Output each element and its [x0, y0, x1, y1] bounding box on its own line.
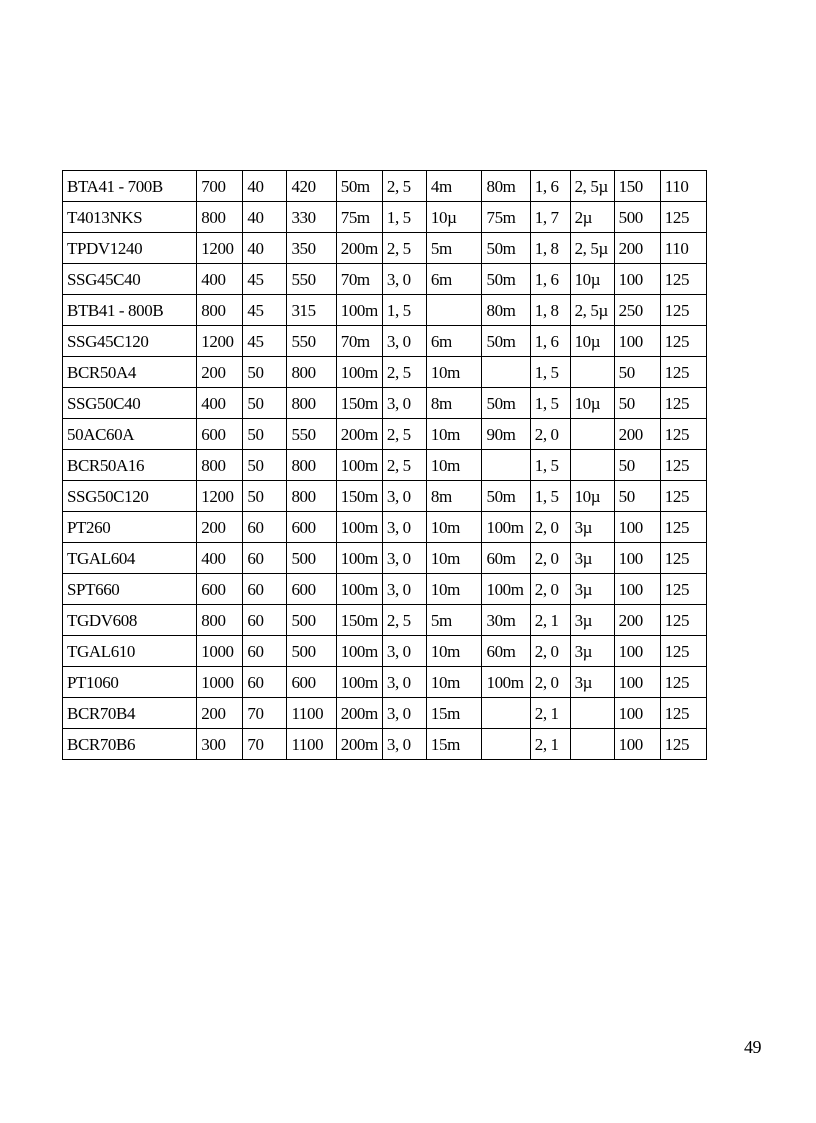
table-cell: 1200 [197, 233, 243, 264]
table-cell: 100m [336, 636, 382, 667]
table-cell: 200 [614, 233, 660, 264]
table-cell: 100 [614, 667, 660, 698]
table-cell: 1, 5 [382, 295, 426, 326]
table-cell: 125 [660, 202, 706, 233]
table-cell: 2, 5 [382, 233, 426, 264]
table-cell: 330 [287, 202, 336, 233]
table-row [63, 698, 707, 729]
table-cell: 5m [426, 605, 482, 636]
part-number-cell: PT1060 [63, 667, 197, 698]
table-cell: 1000 [197, 636, 243, 667]
table-cell: 500 [287, 636, 336, 667]
table-cell: 50m [482, 326, 530, 357]
table-cell [482, 357, 530, 388]
table-cell: 2, 0 [530, 636, 570, 667]
table-row [63, 264, 707, 295]
table-cell: 50 [243, 481, 287, 512]
table-cell: 1100 [287, 729, 336, 760]
part-number-cell: 50AC60A [63, 419, 197, 450]
table-cell: 100m [336, 357, 382, 388]
table-row [63, 450, 707, 481]
table-cell: 3, 0 [382, 512, 426, 543]
table-cell: 125 [660, 729, 706, 760]
table-cell: 700 [197, 171, 243, 202]
table-cell: 50m [482, 388, 530, 419]
table-cell: 8m [426, 388, 482, 419]
table-cell: 125 [660, 419, 706, 450]
table-cell [570, 729, 614, 760]
table-cell: 6m [426, 264, 482, 295]
part-number-cell: BTB41 - 800B [63, 295, 197, 326]
table-cell: 600 [287, 667, 336, 698]
table-cell: 40 [243, 171, 287, 202]
table-cell [482, 729, 530, 760]
table-cell: 30m [482, 605, 530, 636]
thyristor-spec-table [62, 170, 707, 760]
table-cell: 2µ [570, 202, 614, 233]
table-cell: 3, 0 [382, 264, 426, 295]
table-cell: 600 [287, 574, 336, 605]
table-cell: 200 [197, 698, 243, 729]
table-row [63, 667, 707, 698]
table-cell [570, 419, 614, 450]
table-cell: 1, 5 [530, 357, 570, 388]
part-number-cell: TGAL610 [63, 636, 197, 667]
table-cell: 60m [482, 636, 530, 667]
table-cell: 50 [243, 419, 287, 450]
table-row [63, 357, 707, 388]
table-cell: 1, 5 [382, 202, 426, 233]
table-cell: 70 [243, 729, 287, 760]
table-cell: 200 [197, 357, 243, 388]
table-cell: 1, 6 [530, 264, 570, 295]
table-cell: 100m [336, 450, 382, 481]
table-cell: 550 [287, 326, 336, 357]
table-row [63, 729, 707, 760]
table-cell: 100m [482, 574, 530, 605]
part-number-cell: BCR70B4 [63, 698, 197, 729]
table-cell: 200m [336, 233, 382, 264]
table-cell: 45 [243, 264, 287, 295]
table-cell: 1100 [287, 698, 336, 729]
table-cell: 125 [660, 698, 706, 729]
table-cell: 40 [243, 233, 287, 264]
part-number-cell: SSG50C40 [63, 388, 197, 419]
table-cell: 50m [482, 233, 530, 264]
table-cell: 80m [482, 171, 530, 202]
table-cell: 100 [614, 636, 660, 667]
table-row [63, 326, 707, 357]
table-cell: 10m [426, 636, 482, 667]
table-cell: 125 [660, 543, 706, 574]
table-cell: 100 [614, 574, 660, 605]
table-cell: 3, 0 [382, 698, 426, 729]
table-cell: 1200 [197, 481, 243, 512]
table-cell: 3µ [570, 605, 614, 636]
table-cell [482, 450, 530, 481]
table-cell [570, 357, 614, 388]
table-cell: 1, 5 [530, 450, 570, 481]
table-cell: 45 [243, 326, 287, 357]
table-cell: 100m [336, 512, 382, 543]
table-cell: 10µ [570, 264, 614, 295]
table-cell: 2, 0 [530, 543, 570, 574]
table-cell: 125 [660, 574, 706, 605]
part-number-cell: TGAL604 [63, 543, 197, 574]
table-cell: 70m [336, 326, 382, 357]
table-cell: 75m [482, 202, 530, 233]
table-cell: 50 [614, 450, 660, 481]
table-cell: 45 [243, 295, 287, 326]
table-cell: 400 [197, 543, 243, 574]
table-cell: 50m [336, 171, 382, 202]
part-number-cell: SPT660 [63, 574, 197, 605]
table-cell: 100 [614, 543, 660, 574]
table-cell: 10m [426, 667, 482, 698]
table-cell: 1000 [197, 667, 243, 698]
part-number-cell: SSG45C120 [63, 326, 197, 357]
table-cell: 500 [614, 202, 660, 233]
table-row [63, 419, 707, 450]
table-cell: 3µ [570, 512, 614, 543]
table-cell: 125 [660, 636, 706, 667]
table-cell: 150m [336, 388, 382, 419]
table-cell: 2, 0 [530, 419, 570, 450]
table-cell: 10µ [426, 202, 482, 233]
table-cell: 125 [660, 295, 706, 326]
table-cell: 10µ [570, 388, 614, 419]
table-cell: 3, 0 [382, 326, 426, 357]
table-body [63, 171, 707, 760]
part-number-cell: BTA41 - 700B [63, 171, 197, 202]
table-cell: 50 [243, 357, 287, 388]
table-cell: 3µ [570, 543, 614, 574]
table-cell: 50m [482, 481, 530, 512]
table-cell: 3µ [570, 636, 614, 667]
table-cell: 10µ [570, 326, 614, 357]
table-cell [426, 295, 482, 326]
table-cell: 1200 [197, 326, 243, 357]
table-cell: 150m [336, 481, 382, 512]
table-cell: 15m [426, 698, 482, 729]
table-cell: 1, 5 [530, 481, 570, 512]
table-cell: 3, 0 [382, 636, 426, 667]
table-cell: 125 [660, 512, 706, 543]
table-cell: 3, 0 [382, 667, 426, 698]
table-cell: 500 [287, 543, 336, 574]
table-cell: 2, 5µ [570, 233, 614, 264]
table-cell: 150m [336, 605, 382, 636]
table-cell: 15m [426, 729, 482, 760]
table-cell: 70m [336, 264, 382, 295]
table-cell: 800 [287, 450, 336, 481]
table-cell: 2, 5 [382, 171, 426, 202]
table-cell [570, 450, 614, 481]
table-cell: 80m [482, 295, 530, 326]
table-cell: 2, 1 [530, 698, 570, 729]
table-cell: 600 [197, 574, 243, 605]
table-cell: 550 [287, 264, 336, 295]
table-cell: 60m [482, 543, 530, 574]
table-cell: 3, 0 [382, 729, 426, 760]
table-cell: 110 [660, 171, 706, 202]
table-cell: 4m [426, 171, 482, 202]
table-cell: 350 [287, 233, 336, 264]
table-cell: 800 [197, 605, 243, 636]
page-number: 49 [744, 1037, 761, 1057]
part-number-cell: BCR70B6 [63, 729, 197, 760]
table-cell: 70 [243, 698, 287, 729]
table-cell: 60 [243, 667, 287, 698]
table-cell: 10m [426, 574, 482, 605]
table-cell: 125 [660, 667, 706, 698]
table-cell: 2, 5µ [570, 295, 614, 326]
table-cell: 125 [660, 481, 706, 512]
table-cell: 150 [614, 171, 660, 202]
table-cell: 3µ [570, 574, 614, 605]
table-cell: 300 [197, 729, 243, 760]
table-cell: 1, 8 [530, 295, 570, 326]
table-cell: 40 [243, 202, 287, 233]
table-cell: 125 [660, 264, 706, 295]
table-cell: 1, 6 [530, 326, 570, 357]
table-cell: 100m [482, 512, 530, 543]
table-cell: 100 [614, 326, 660, 357]
table-cell: 1, 6 [530, 171, 570, 202]
table-cell: 100m [336, 295, 382, 326]
table-cell: 200m [336, 698, 382, 729]
part-number-cell: TGDV608 [63, 605, 197, 636]
table-cell: 2, 5 [382, 450, 426, 481]
table-row [63, 636, 707, 667]
part-number-cell: SSG50C120 [63, 481, 197, 512]
table-cell: 800 [197, 295, 243, 326]
table-cell: 2, 5 [382, 605, 426, 636]
table-cell: 100m [336, 574, 382, 605]
table-cell: 110 [660, 233, 706, 264]
table-cell: 60 [243, 512, 287, 543]
table-cell: 125 [660, 326, 706, 357]
table-cell: 2, 0 [530, 574, 570, 605]
part-number-cell: PT260 [63, 512, 197, 543]
table-cell [482, 698, 530, 729]
table-cell: 3, 0 [382, 574, 426, 605]
table-cell: 10m [426, 357, 482, 388]
table-cell: 100m [336, 667, 382, 698]
table-cell: 400 [197, 264, 243, 295]
table-cell: 800 [287, 388, 336, 419]
table-row [63, 171, 707, 202]
table-cell: 125 [660, 357, 706, 388]
table-cell: 315 [287, 295, 336, 326]
table-row [63, 543, 707, 574]
table-cell: 400 [197, 388, 243, 419]
table-row [63, 233, 707, 264]
table-cell: 600 [197, 419, 243, 450]
table-cell: 1, 5 [530, 388, 570, 419]
table-cell: 8m [426, 481, 482, 512]
table-cell: 2, 5 [382, 419, 426, 450]
table-cell: 200 [614, 605, 660, 636]
table-cell: 5m [426, 233, 482, 264]
table-cell: 3, 0 [382, 543, 426, 574]
table-cell: 75m [336, 202, 382, 233]
table-cell: 125 [660, 605, 706, 636]
part-number-cell: TPDV1240 [63, 233, 197, 264]
table-cell: 200 [197, 512, 243, 543]
table-cell: 60 [243, 605, 287, 636]
table-cell: 10m [426, 419, 482, 450]
table-cell: 2, 0 [530, 667, 570, 698]
table-cell: 200 [614, 419, 660, 450]
table-cell: 90m [482, 419, 530, 450]
table-cell: 50 [614, 388, 660, 419]
table-cell: 60 [243, 574, 287, 605]
table-row [63, 481, 707, 512]
table-cell: 100m [336, 543, 382, 574]
table-row [63, 388, 707, 419]
table-cell: 50m [482, 264, 530, 295]
table-cell [570, 698, 614, 729]
table-cell: 10m [426, 512, 482, 543]
table-row [63, 295, 707, 326]
table-cell: 800 [287, 481, 336, 512]
table-cell: 50 [243, 450, 287, 481]
table-row [63, 605, 707, 636]
table-cell: 800 [197, 202, 243, 233]
table-cell: 1, 7 [530, 202, 570, 233]
table-cell: 200m [336, 419, 382, 450]
table-row [63, 512, 707, 543]
table-cell: 3, 0 [382, 388, 426, 419]
part-number-cell: SSG45C40 [63, 264, 197, 295]
part-number-cell: BCR50A4 [63, 357, 197, 388]
table-cell: 2, 1 [530, 729, 570, 760]
table-cell: 50 [243, 388, 287, 419]
table-cell: 60 [243, 636, 287, 667]
table-cell: 100 [614, 264, 660, 295]
table-cell: 600 [287, 512, 336, 543]
table-cell: 2, 5µ [570, 171, 614, 202]
table-cell: 800 [197, 450, 243, 481]
table-cell: 100m [482, 667, 530, 698]
table-cell: 125 [660, 388, 706, 419]
part-number-cell: BCR50A16 [63, 450, 197, 481]
table-cell: 250 [614, 295, 660, 326]
table-cell: 2, 1 [530, 605, 570, 636]
table-cell: 10m [426, 450, 482, 481]
table-cell: 200m [336, 729, 382, 760]
table-cell: 100 [614, 512, 660, 543]
table-cell: 420 [287, 171, 336, 202]
table-cell: 500 [287, 605, 336, 636]
table-cell: 3, 0 [382, 481, 426, 512]
table-cell: 6m [426, 326, 482, 357]
table-cell: 50 [614, 357, 660, 388]
table-cell: 10µ [570, 481, 614, 512]
table-cell: 1, 8 [530, 233, 570, 264]
table-cell: 60 [243, 543, 287, 574]
table-row [63, 574, 707, 605]
table-row [63, 202, 707, 233]
table-cell: 100 [614, 698, 660, 729]
table-cell: 3µ [570, 667, 614, 698]
table-cell: 2, 5 [382, 357, 426, 388]
table-cell: 100 [614, 729, 660, 760]
part-number-cell: T4013NKS [63, 202, 197, 233]
table-cell: 10m [426, 543, 482, 574]
table-cell: 550 [287, 419, 336, 450]
table-cell: 50 [614, 481, 660, 512]
table-cell: 125 [660, 450, 706, 481]
table-cell: 2, 0 [530, 512, 570, 543]
table-cell: 800 [287, 357, 336, 388]
